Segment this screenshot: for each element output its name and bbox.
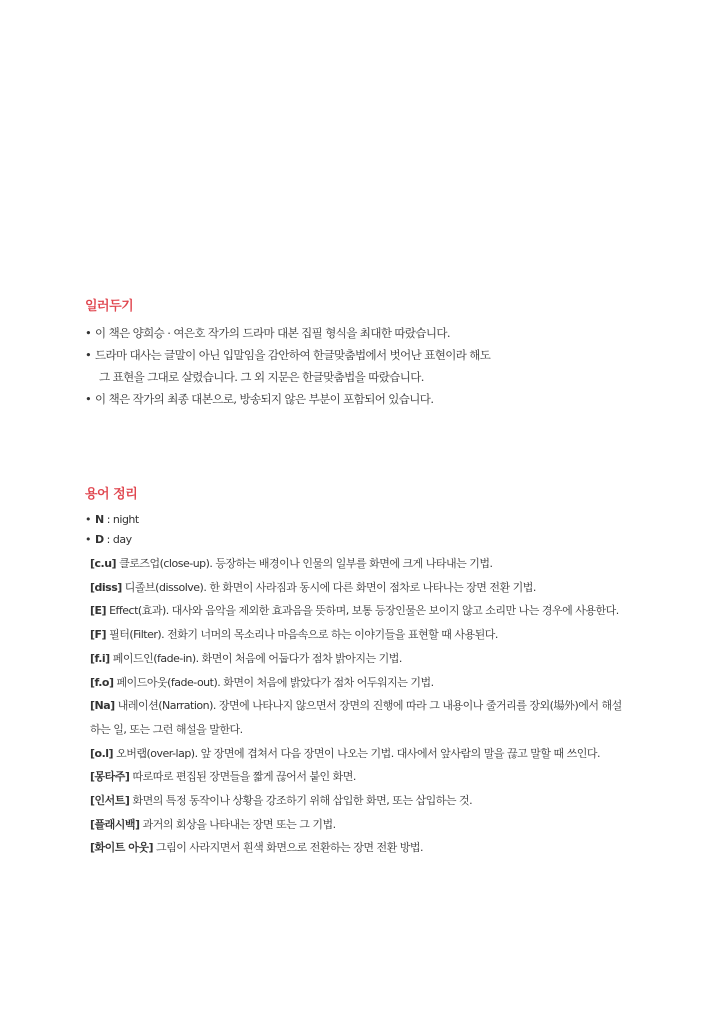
definition-text: 내레이션(Narration). 장면에 나타나지 않으면서 장면의 진행에 따라 그 내용이나 줄거리를 장외(場外)에서 해설하는 일, 또는 그런 해설을 말한다.: [90, 699, 622, 736]
note-text: 이 책은 작가의 최종 대본으로, 방송되지 않은 부분이 포함되어 있습니다.: [95, 392, 434, 406]
term-tag: [화이트 아웃]: [90, 841, 154, 855]
term-tag: [o.l]: [90, 746, 114, 760]
list-item: [85, 388, 645, 410]
term-tag: [플래시백]: [90, 817, 140, 831]
definition-text: 필터(Filter). 전화기 너머의 목소리나 마음속으로 하는 이야기들을 표현할 때 사용된다.: [109, 628, 498, 642]
list-item: [85, 510, 625, 530]
definition-item: [90, 836, 625, 860]
term-tag: [c.u]: [90, 557, 117, 570]
bullet: •: [85, 392, 92, 406]
definition-item: [90, 813, 625, 837]
definition-item: [90, 742, 625, 766]
term-tag: [diss]: [90, 580, 122, 594]
definition-item: [90, 599, 625, 623]
definition-item: [90, 671, 625, 695]
terms-section: [85, 510, 625, 860]
definition-text: 그림이 사라지면서 흰색 화면으로 전환하는 장면 전환 방법.: [156, 841, 424, 855]
term-abbr: D: [95, 533, 104, 546]
definition-item: [90, 765, 625, 789]
definition-text: 페이드인(fade-in). 화면이 처음에 어둡다가 점차 밝아지는 기법.: [112, 651, 402, 665]
definition-text: 화면의 특정 동작이나 상황을 강조하기 위해 삽입한 화면, 또는 삽입하는 것.: [132, 794, 473, 808]
term-separator: :: [103, 533, 113, 546]
definition-text: 오버랩(over-lap). 앞 장면에 겹쳐서 다음 장면이 나오는 기법. 대사에서 앞사람의 말을 끊고 말할 때 쓰인다.: [116, 746, 600, 760]
definition-item: [90, 694, 625, 741]
note-text: 이 책은 양희승 · 여은호 작가의 드라마 대본 집필 형식을 최대한 따랐습니다.: [95, 326, 450, 340]
definition-text: 클로즈업(close-up). 등장하는 배경이나 인물의 일부를 화면에 크게 나타내는 기법.: [119, 557, 493, 570]
definition-text: Effect(효과). 대사와 음악을 제외한 효과음을 뜻하며, 보통 등장인물은 보이지 않고 소리만 나는 경우에 사용한다.: [109, 604, 619, 618]
term-abbr: N: [95, 513, 104, 526]
definition-item: [90, 789, 625, 813]
definition-text: 페이드아웃(fade-out). 화면이 처음에 밝았다가 점차 어두워지는 기법.: [116, 675, 434, 689]
term-tag: [인서트]: [90, 794, 130, 808]
term-meaning: day: [112, 533, 132, 546]
notes-list: [85, 322, 645, 410]
time-abbreviations: [85, 510, 625, 550]
note-text: 드라마 대사는 글말이 아닌 입말임을 감안하여 한글맞춤법에서 벗어난 표현이라 해도: [95, 348, 491, 362]
definition-text: 과거의 회상을 나타내는 장면 또는 그 기법.: [142, 817, 336, 831]
term-tag: [몽타주]: [90, 770, 130, 784]
definition-text: 디졸브(dissolve). 한 화면이 사라짐과 동시에 다른 화면이 점차로 나타나는 장면 전환 기법.: [124, 580, 536, 594]
bullet: •: [85, 533, 91, 546]
definition-item: [90, 576, 625, 600]
list-item: [85, 344, 645, 388]
definition-item: [90, 623, 625, 647]
term-definitions: [85, 552, 625, 860]
term-tag: [f.o]: [90, 675, 114, 689]
note-continuation: 그 표현을 그대로 살렸습니다. 그 외 지문은 한글맞춤법을 따랐습니다.: [99, 370, 424, 384]
term-tag: [F]: [90, 628, 107, 642]
term-tag: [f.i]: [90, 651, 110, 665]
term-tag: [E]: [90, 604, 107, 618]
term-separator: :: [103, 513, 113, 526]
bullet: •: [85, 348, 92, 362]
list-item: [85, 530, 625, 550]
notes-heading: 일러두기: [85, 299, 134, 314]
definition-text: 따로따로 편집된 장면들을 짧게 끊어서 붙인 화면.: [132, 770, 356, 784]
bullet: •: [85, 513, 91, 526]
terms-heading: 용어 정리: [85, 487, 138, 502]
definition-item: [90, 647, 625, 671]
term-tag: [Na]: [90, 699, 115, 713]
list-item: [85, 322, 645, 344]
bullet: •: [85, 326, 92, 340]
definition-item: [90, 552, 625, 576]
term-meaning: night: [112, 513, 139, 526]
